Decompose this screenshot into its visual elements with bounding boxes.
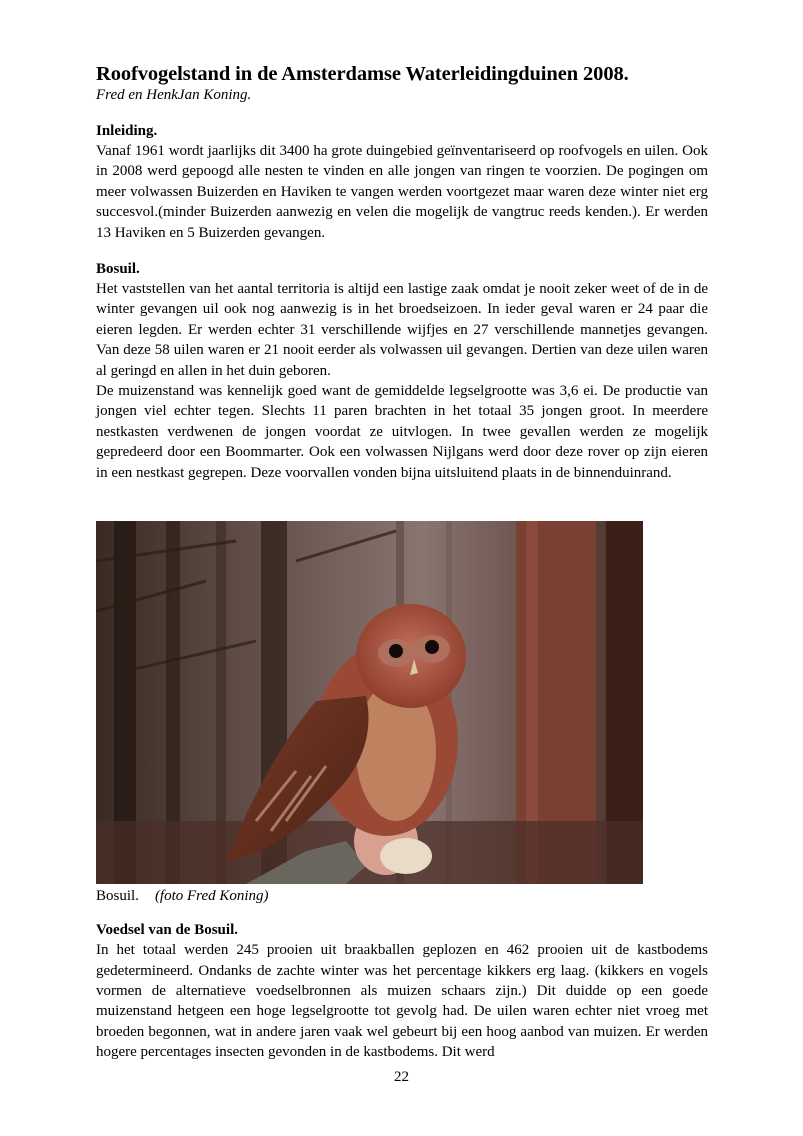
paragraph-voedsel: In het totaal werden 245 prooien uit braakballen geplozen en 462 prooien uit de kastbodems gedetermineerd. Ondanks de zachte winter was het percentage kikkers erg laag. (kikkers en vogels vormen de alternatieve voedselbronnen als muizen schaars zijn.) Dit duidde op een goede muizenstand hetgeen een hoge legselgrootte tot gevolg had. De uilen waren echter niet vroeg met broeden begonnen, wat in andere jaren vaak wel gebeurt bij een hoog aanbod van muizen. Er werden hogere percentages insecten gevonden in de kastbodems. Dit werd <box>96 942 708 1061</box>
document-page <box>96 62 708 1063</box>
caption-credit: (foto Fred Koning) <box>154 888 269 905</box>
photo-caption <box>96 886 708 906</box>
heading-bosuil: Bosuil. <box>96 261 140 278</box>
paragraph-bosuil-1: Het vaststellen van het aantal territoria is altijd een lastige zaak omdat je nooit zeker weet of de in de winter gevangen uil ook nog aanwezig is in het broedseizoen. In ieder geval waren er 24 paar die eieren legden. Er werden echter 31 verschillende wijfjes en 27 verschillende mannetjes gevangen. Van deze 58 uilen waren er 21 nooit eerder als volwassen uil gevangen. Dertien van deze uilen waren al geringd en allen in het duin geboren. <box>96 281 708 379</box>
owl-photo <box>96 521 643 884</box>
heading-voedsel: Voedsel van de Bosuil. <box>96 922 238 939</box>
page-title: Roofvogelstand in de Amsterdamse Waterleidingduinen 2008. <box>96 63 629 85</box>
page-number: 22 <box>394 1069 409 1085</box>
caption-label: Bosuil. <box>96 888 139 905</box>
authors: Fred en HenkJan Koning. <box>96 87 252 103</box>
paragraph-bosuil-2: De muizenstand was kennelijk goed want de gemiddelde legselgrootte was 3,6 ei. De productie van jongen viel echter tegen. Slechts 11 paren brachten in het totaal 35 jongen groot. In meerdere nestkasten verdwenen de jongen voordat ze uitvlogen. In twee gevallen werden ze mogelijk gepredeerd door een Boommarter. Ook een volwassen Nijlgans werd door deze rover op zijn eieren in een nestkast gegrepen. Deze voorvallen vonden bijna uitsluitend plaats in de binnenduinrand. <box>96 383 708 481</box>
paragraph-inleiding: Vanaf 1961 wordt jaarlijks dit 3400 ha grote duingebied geïnventariseerd op roofvogels en uilen. Ook in 2008 werd gepoogd alle nesten te vinden en alle jongen van ringen te voorzien. De pogingen om meer volwassen Buizerden en Haviken te vangen werden voortgezet maar waren deze winter niet erg succesvol.(minder Buizerden aanwezig en velen die mogelijk de vangtruc reeds kenden.). Er werden 13 Haviken en 5 Buizerden gevangen. <box>96 143 708 241</box>
heading-inleiding: Inleiding. <box>96 123 158 139</box>
